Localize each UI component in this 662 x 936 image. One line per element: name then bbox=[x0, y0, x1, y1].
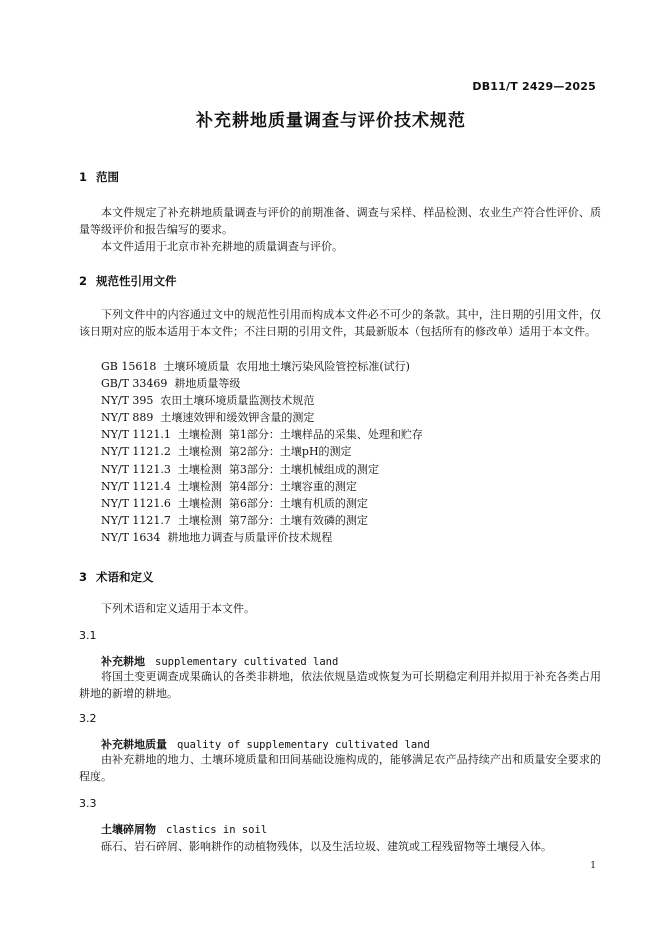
terms-intro-paragraph: 下列术语和定义适用于本文件。 bbox=[101, 602, 255, 615]
page-number: 1 bbox=[590, 861, 596, 871]
term-number: 3.3 bbox=[79, 797, 97, 810]
reference-item: NY/T 1121.4 土壤检测 第4部分：土壤容重的测定 bbox=[101, 479, 357, 493]
reference-item: NY/T 395 农田土壤环境质量监测技术规范 bbox=[101, 394, 315, 408]
term-heading bbox=[101, 736, 430, 752]
term-chinese: 补充耕地 bbox=[101, 655, 145, 668]
document-number: DB11/T 2429—2025 bbox=[472, 80, 596, 93]
references-intro-paragraph: 下列文件中的内容通过文中的规范性引用而构成本文件必不可少的条款。其中，注日期的引用文件，仅该日期对应的版本适用于本文件；不注日期的引用文件，其最新版本（包括所有的修改单）适用于本文件。 bbox=[79, 308, 601, 338]
reference-item: NY/T 1634 耕地地力调查与质量评价技术规程 bbox=[101, 530, 333, 544]
term-english: clastics in soil bbox=[166, 824, 268, 836]
section-title: 范围 bbox=[96, 170, 119, 184]
section-title: 术语和定义 bbox=[96, 570, 154, 584]
section-heading-normative-references bbox=[79, 273, 177, 289]
term-heading bbox=[101, 653, 338, 669]
reference-item: GB 15618 土壤环境质量 农用地土壤污染风险管控标准(试行) bbox=[101, 360, 410, 373]
term-english: quality of supplementary cultivated land bbox=[177, 739, 430, 751]
reference-list bbox=[101, 358, 423, 546]
document-title: 补充耕地质量调查与评价技术规范 bbox=[196, 111, 466, 131]
reference-item: NY/T 1121.7 土壤检测 第7部分：土壤有效磷的测定 bbox=[101, 513, 368, 527]
reference-item: GB/T 33469 耕地质量等级 bbox=[101, 377, 241, 391]
section-title: 规范性引用文件 bbox=[96, 274, 177, 288]
reference-item: NY/T 1121.6 土壤检测 第6部分：土壤有机质的测定 bbox=[101, 496, 368, 510]
scope-paragraph-2: 本文件适用于北京市补充耕地的质量调查与评价。 bbox=[101, 240, 343, 253]
term-number: 3.2 bbox=[79, 712, 97, 725]
term-definition: 砾石、岩石碎屑、影响耕作的动植物残体，以及生活垃圾、建筑或工程残留物等土壤侵入体。 bbox=[101, 840, 552, 853]
term-chinese: 补充耕地质量 bbox=[101, 738, 167, 751]
term-english: supplementary cultivated land bbox=[155, 656, 339, 668]
reference-item: NY/T 1121.1 土壤检测 第1部分：土壤样品的采集、处理和贮存 bbox=[101, 428, 423, 442]
term-number: 3.1 bbox=[79, 629, 97, 642]
section-number: 3 bbox=[79, 570, 88, 584]
term-definition: 将国土变更调查成果确认的各类非耕地，依法依规垦造或恢复为可长期稳定利用并拟用于补充各类占用耕地的新增的耕地。 bbox=[79, 670, 601, 700]
section-number: 2 bbox=[79, 274, 88, 288]
term-heading bbox=[101, 821, 267, 837]
section-heading-terms bbox=[79, 569, 154, 585]
reference-item: NY/T 1121.2 土壤检测 第2部分：土壤pH的测定 bbox=[101, 445, 352, 459]
section-heading-scope bbox=[79, 169, 119, 185]
term-chinese: 土壤碎屑物 bbox=[101, 823, 156, 836]
term-definition: 由补充耕地的地力、土壤环境质量和田间基础设施构成的，能够满足农产品持续产出和质量安全要求的程度。 bbox=[79, 753, 601, 783]
section-number: 1 bbox=[79, 170, 88, 184]
reference-item: NY/T 1121.3 土壤检测 第3部分：土壤机械组成的测定 bbox=[101, 462, 379, 476]
reference-item: NY/T 889 土壤速效钾和缓效钾含量的测定 bbox=[101, 411, 315, 425]
scope-paragraph-1: 本文件规定了补充耕地质量调查与评价的前期准备、调查与采样、样品检测、农业生产符合性评价、质量等级评价和报告编写的要求。 bbox=[79, 206, 601, 236]
